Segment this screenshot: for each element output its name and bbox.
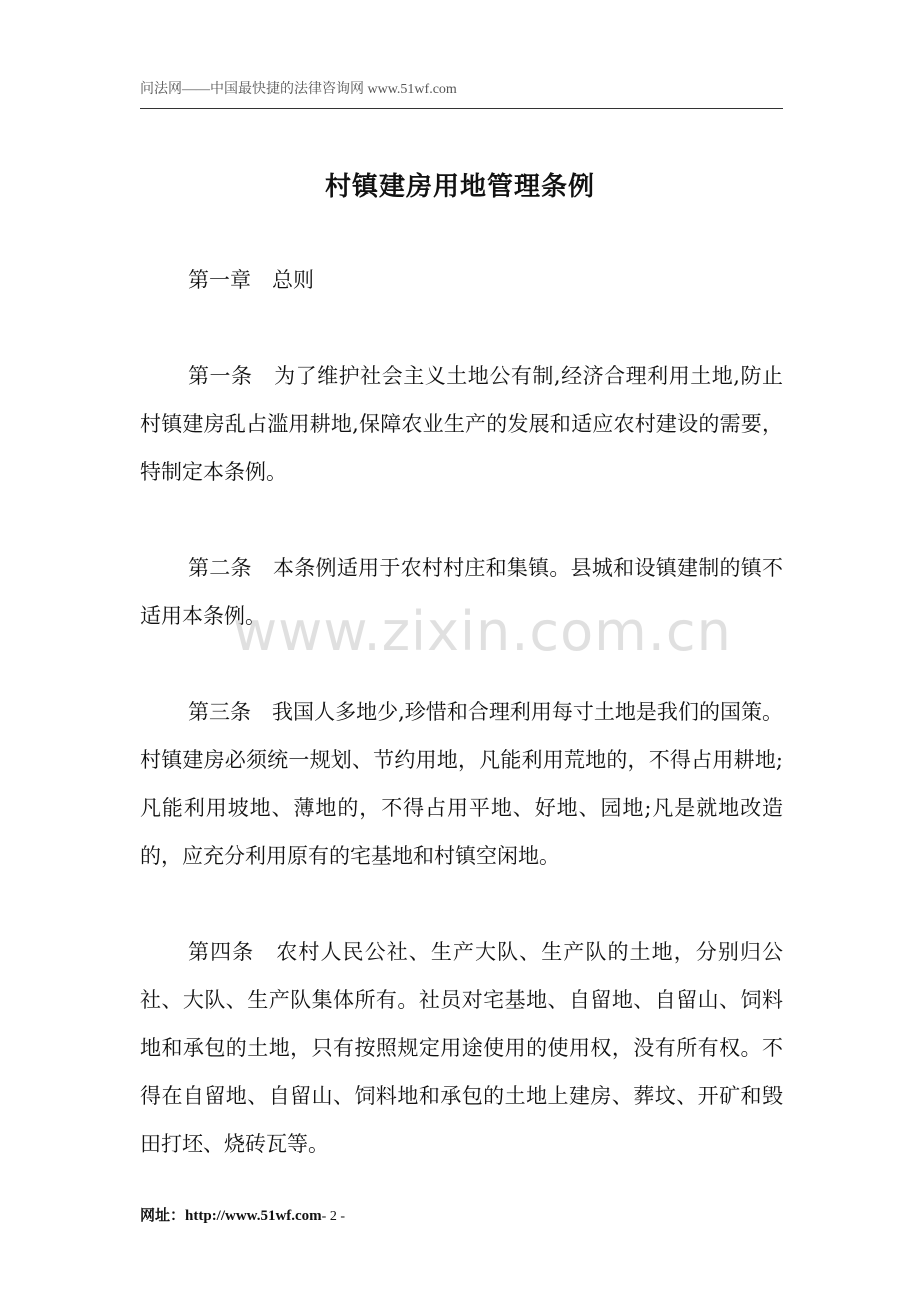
article-4: 第四条 农村人民公社、生产大队、生产队的土地，分别归公社、大队、生产队集体所有。社员对宅基地、自留地、自留山、饲料地和承包的土地，只有按照规定用途使用的使用权，没有所有权。不得在自留地、自留山、饲料地和承包的土地上建房、葬坟、开矿和毁田打坯、烧砖瓦等。: [140, 940, 783, 1156]
header-divider: [140, 108, 783, 109]
article-3: 第三条 我国人多地少,珍惜和合理利用每寸土地是我们的国策。村镇建房必须统一规划、节约用地，凡能利用荒地的，不得占用耕地;凡能利用坡地、薄地的，不得占用平地、好地、园地;凡是就地改造的，应充分利用原有的宅基地和村镇空闲地。: [140, 700, 783, 868]
document-title: 村镇建房用地管理条例: [324, 172, 595, 202]
document-body: [140, 256, 783, 1168]
page-footer: [140, 1204, 345, 1225]
watermark: www.zixin.com.cn: [233, 600, 732, 663]
footer-label: 网址：: [140, 1208, 186, 1224]
article-1: 第一条 为了维护社会主义土地公有制,经济合理利用土地,防止村镇建房乱占滥用耕地,保障农业生产的发展和适应农村建设的需要，特制定本条例。: [140, 364, 783, 484]
site-header: 问法网——中国最快捷的法律咨询网 www.51wf.com: [140, 82, 457, 97]
chapter-heading: 第一章 总则: [188, 268, 314, 292]
footer-url-link[interactable]: http://www.51wf.com: [185, 1208, 322, 1224]
article-2: 第二条 本条例适用于农村村庄和集镇。县城和设镇建制的镇不适用本条例。: [140, 556, 783, 628]
page-number: - 2 -: [321, 1209, 345, 1224]
